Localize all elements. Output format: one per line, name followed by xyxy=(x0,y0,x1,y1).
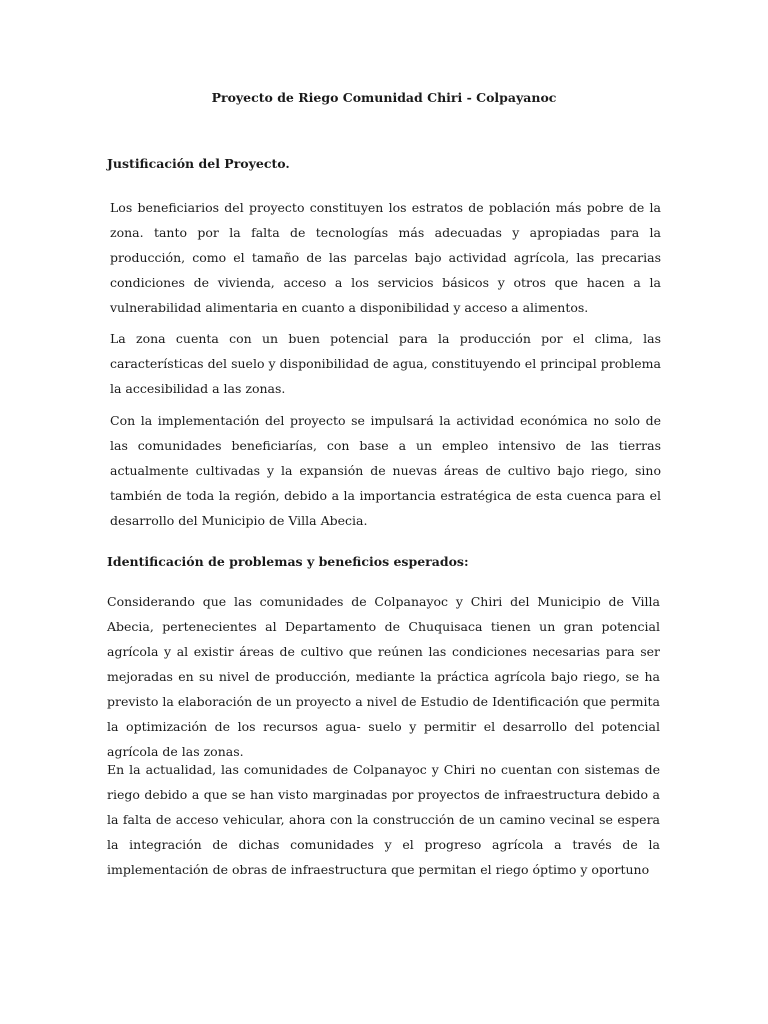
section-heading-identificacion: Identificación de problemas y beneficios esperados: xyxy=(107,554,469,569)
paragraph: La zona cuenta con un buen potencial para la producción por el clima, las características del suelo y disponibilidad de agua, constituyendo el principal problema la accesibilidad a las zonas. xyxy=(110,331,661,396)
paragraph: Considerando que las comunidades de Colpanayoc y Chiri del Municipio de Villa Abecia, pertenecientes al Departamento de Chuquisaca tienen un gran potencial agrícola y al existir áreas de cultivo que reúnen las condiciones necesarias para ser mejoradas en su nivel de producción, mediante la práctica agrícola bajo riego, se ha previsto la elaboración de un proyecto a nivel de Estudio de Identificación que permita la optimización de los recursos agua- suelo y permitir el desarrollo del potencial agrícola de las zonas. xyxy=(107,594,660,759)
paragraph: En la actualidad, las comunidades de Colpanayoc y Chiri no cuentan con sistemas de riego debido a que se han visto marginadas por proyectos de infraestructura debido a la falta de acceso vehicular, ahora con la construcción de un camino vecinal se espera la integración de dichas comunidades y el progreso agrícola a través de la implementación de obras de infraestructura que permitan el riego óptimo y oportuno xyxy=(107,762,660,877)
paragraph: Con la implementación del proyecto se impulsará la actividad económica no solo de las comunidades beneficiarías, con base a un empleo intensivo de las tierras actualmente cultivadas y la expansión de nuevas áreas de cultivo bajo riego, sino también de toda la región, debido a la importancia estratégica de esta cuenca para el desarrollo del Municipio de Villa Abecia. xyxy=(110,413,661,528)
document-title: Proyecto de Riego Comunidad Chiri - Colpayanoc xyxy=(211,90,557,105)
section-heading-justificacion: Justificación del Proyecto. xyxy=(107,156,290,171)
paragraph: Los beneficiarios del proyecto constituyen los estratos de población más pobre de la zona. tanto por la falta de tecnologías más adecuadas y apropiadas para la producción, como el tamaño de las parcelas bajo actividad agrícola, las precarias condiciones de vivienda, acceso a los servicios básicos y otros que hacen a la vulnerabilidad alimentaria en cuanto a disponibilidad y acceso a alimentos. xyxy=(110,200,661,315)
